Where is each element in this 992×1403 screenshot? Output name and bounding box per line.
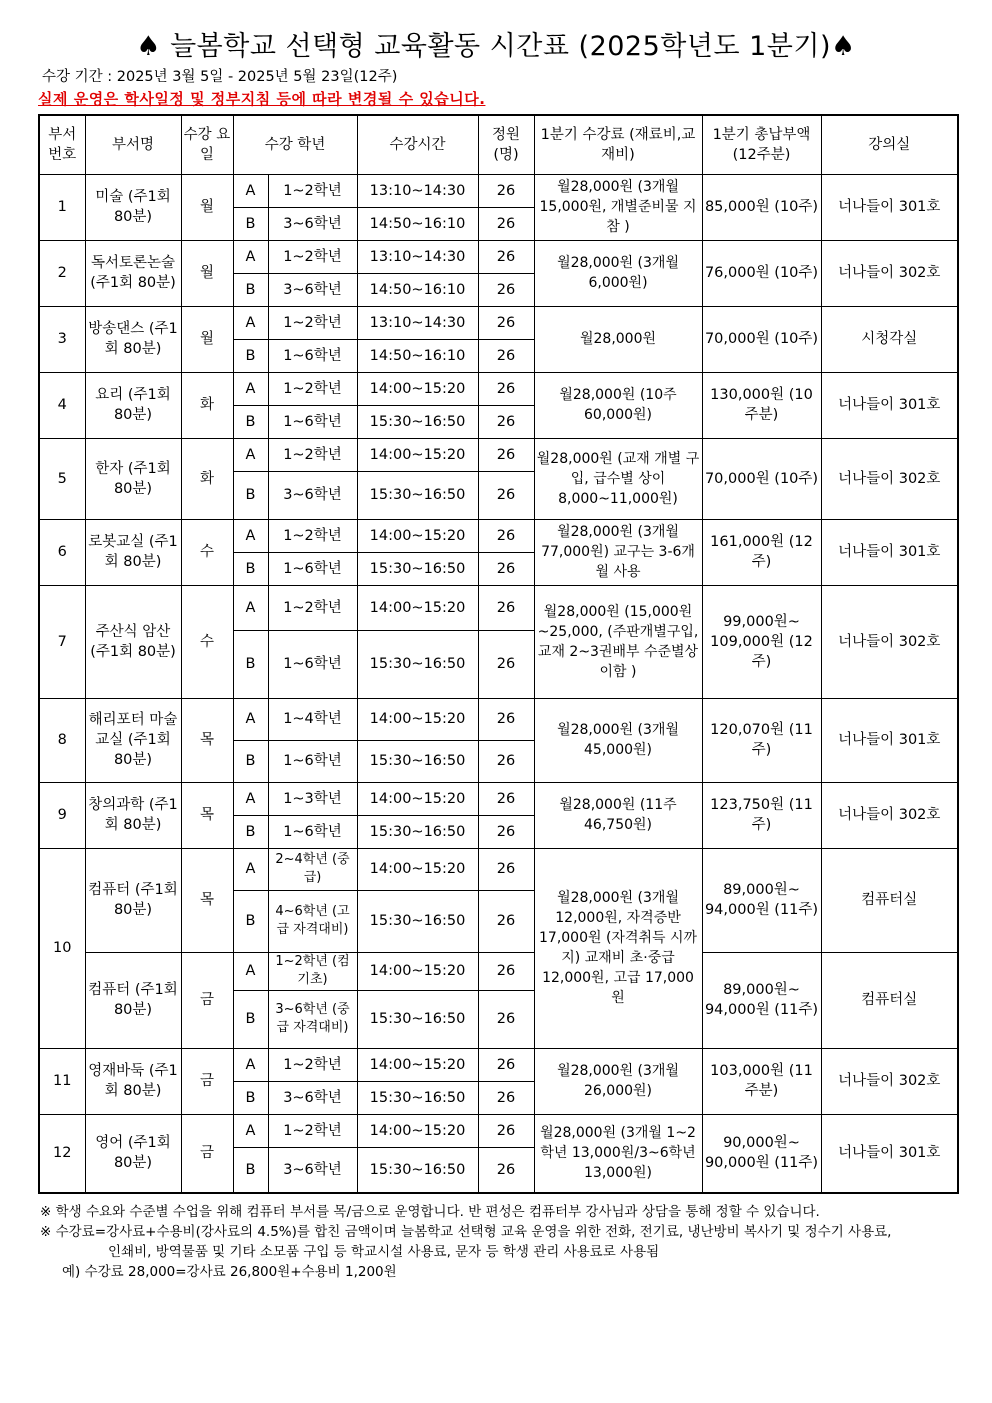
tuition-fee: 월28,000원 (3개월 45,000원) xyxy=(534,698,702,782)
class-capacity: 26 xyxy=(478,273,534,306)
class-section: A xyxy=(233,240,268,273)
class-section: B xyxy=(233,1081,268,1114)
dept-name: 방송댄스 (주1회 80분) xyxy=(85,306,181,372)
class-capacity: 26 xyxy=(478,519,534,552)
class-time: 14:00~15:20 xyxy=(357,1048,478,1081)
class-section: A xyxy=(233,782,268,815)
tuition-fee: 월28,000원 (3개월 26,000원) xyxy=(534,1048,702,1114)
class-day: 목 xyxy=(181,698,233,782)
class-capacity: 26 xyxy=(478,952,534,990)
total-payment: 123,750원 (11주) xyxy=(702,782,821,848)
class-capacity: 26 xyxy=(478,740,534,782)
class-grade: 1~2학년 xyxy=(268,519,357,552)
class-grade: 1~2학년 xyxy=(268,585,357,630)
class-day: 수 xyxy=(181,585,233,698)
class-capacity: 26 xyxy=(478,990,534,1048)
dept-number: 11 xyxy=(39,1048,85,1114)
class-grade: 1~2학년 xyxy=(268,1114,357,1147)
table-row xyxy=(39,952,958,990)
class-section: A xyxy=(233,438,268,471)
class-section: B xyxy=(233,405,268,438)
header-total: 1분기 총납부액 (12주분) xyxy=(702,115,821,174)
class-day: 금 xyxy=(181,1114,233,1193)
class-capacity: 26 xyxy=(478,1147,534,1193)
tuition-fee: 월28,000원 (3개월 6,000원) xyxy=(534,240,702,306)
header-no: 부서 번호 xyxy=(39,115,85,174)
class-section: A xyxy=(233,1114,268,1147)
classroom: 너나들이 301호 xyxy=(821,174,958,240)
header-row xyxy=(39,115,958,174)
total-payment: 89,000원~ 94,000원 (11주) xyxy=(702,952,821,1048)
tuition-fee: 월28,000원 (3개월 15,000원, 개별준비물 지참 ) xyxy=(534,174,702,240)
warning-notice: 실제 운영은 학사일정 및 정부지침 등에 따라 변경될 수 있습니다. xyxy=(38,90,486,108)
class-time: 15:30~16:50 xyxy=(357,740,478,782)
classroom: 너나들이 302호 xyxy=(821,782,958,848)
dept-number: 2 xyxy=(39,240,85,306)
tuition-fee: 월28,000원 xyxy=(534,306,702,372)
header-name: 부서명 xyxy=(85,115,181,174)
total-payment: 76,000원 (10주) xyxy=(702,240,821,306)
class-capacity: 26 xyxy=(478,585,534,630)
class-time: 14:00~15:20 xyxy=(357,952,478,990)
class-section: A xyxy=(233,306,268,339)
dept-name: 해리포터 마술교실 (주1회 80분) xyxy=(85,698,181,782)
class-capacity: 26 xyxy=(478,240,534,273)
class-grade: 3~6학년 xyxy=(268,471,357,519)
dept-name: 미술 (주1회 80분) xyxy=(85,174,181,240)
tuition-fee: 월28,000원 (3개월 12,000원, 자격증반 17,000원 (자격취득 시까지) 교재비 초·중급 12,000원, 고급 17,000원 xyxy=(534,848,702,1048)
class-section: B xyxy=(233,740,268,782)
class-time: 15:30~16:50 xyxy=(357,471,478,519)
dept-name: 창의과학 (주1회 80분) xyxy=(85,782,181,848)
dept-name: 주산식 암산 (주1회 80분) xyxy=(85,585,181,698)
table-row xyxy=(39,519,958,552)
class-time: 14:00~15:20 xyxy=(357,585,478,630)
note-2: ※ 수강료=강사료+수용비(강사료의 4.5%)를 합친 금액이며 늘봄학교 선택형 교육 운영을 위한 전화, 전기료, 냉난방비 복사기 및 정수기 사용료, xyxy=(40,1224,892,1240)
total-payment: 70,000원 (10주) xyxy=(702,438,821,519)
tuition-fee: 월28,000원 (3개월 1~2학년 13,000원/3~6학년 13,000원) xyxy=(534,1114,702,1193)
class-grade: 1~6학년 xyxy=(268,552,357,585)
classroom: 컴퓨터실 xyxy=(821,848,958,952)
class-time: 14:50~16:10 xyxy=(357,339,478,372)
schedule-body xyxy=(39,174,958,1193)
tuition-fee: 월28,000원 (11주 46,750원) xyxy=(534,782,702,848)
class-day: 화 xyxy=(181,372,233,438)
table-row xyxy=(39,1048,958,1081)
class-section: B xyxy=(233,630,268,698)
class-time: 14:00~15:20 xyxy=(357,698,478,740)
class-section: B xyxy=(233,815,268,848)
header-time: 수강시간 xyxy=(357,115,478,174)
class-grade: 3~6학년 (중급 자격대비) xyxy=(268,990,357,1048)
class-day: 목 xyxy=(181,782,233,848)
dept-name: 영재바둑 (주1회 80분) xyxy=(85,1048,181,1114)
header-room: 강의실 xyxy=(821,115,958,174)
footnotes xyxy=(40,1202,891,1282)
class-section: B xyxy=(233,890,268,952)
dept-number: 7 xyxy=(39,585,85,698)
dept-number: 1 xyxy=(39,174,85,240)
class-day: 목 xyxy=(181,848,233,952)
class-grade: 3~6학년 xyxy=(268,1081,357,1114)
class-day: 월 xyxy=(181,306,233,372)
class-time: 15:30~16:50 xyxy=(357,1147,478,1193)
dept-number: 8 xyxy=(39,698,85,782)
total-payment: 85,000원 (10주) xyxy=(702,174,821,240)
header-cap: 정원 (명) xyxy=(478,115,534,174)
class-grade: 1~2학년 xyxy=(268,1048,357,1081)
classroom: 너나들이 301호 xyxy=(821,519,958,585)
classroom: 시청각실 xyxy=(821,306,958,372)
classroom: 너나들이 302호 xyxy=(821,240,958,306)
class-grade: 3~6학년 xyxy=(268,273,357,306)
class-grade: 3~6학년 xyxy=(268,1147,357,1193)
class-time: 14:00~15:20 xyxy=(357,372,478,405)
class-grade: 1~2학년 xyxy=(268,174,357,207)
dept-name: 로봇교실 (주1회 80분) xyxy=(85,519,181,585)
class-time: 14:50~16:10 xyxy=(357,273,478,306)
course-period: 수강 기간 : 2025년 3월 5일 - 2025년 5월 23일(12주) xyxy=(42,69,398,85)
class-time: 13:10~14:30 xyxy=(357,240,478,273)
class-section: B xyxy=(233,990,268,1048)
class-time: 15:30~16:50 xyxy=(357,815,478,848)
classroom: 너나들이 302호 xyxy=(821,1048,958,1114)
class-section: A xyxy=(233,952,268,990)
class-capacity: 26 xyxy=(478,207,534,240)
class-section: A xyxy=(233,1048,268,1081)
total-payment: 89,000원~ 94,000원 (11주) xyxy=(702,848,821,952)
class-grade: 1~6학년 xyxy=(268,630,357,698)
class-grade: 2~4학년 (중급) xyxy=(268,848,357,890)
class-section: A xyxy=(233,372,268,405)
class-day: 화 xyxy=(181,438,233,519)
total-payment: 99,000원~ 109,000원 (12주) xyxy=(702,585,821,698)
class-time: 14:50~16:10 xyxy=(357,207,478,240)
class-capacity: 26 xyxy=(478,552,534,585)
dept-name: 영어 (주1회 80분) xyxy=(85,1114,181,1193)
class-capacity: 26 xyxy=(478,174,534,207)
class-section: A xyxy=(233,519,268,552)
dept-name: 한자 (주1회 80분) xyxy=(85,438,181,519)
table-row xyxy=(39,438,958,471)
classroom: 너나들이 302호 xyxy=(821,438,958,519)
class-capacity: 26 xyxy=(478,1048,534,1081)
class-grade: 3~6학년 xyxy=(268,207,357,240)
class-time: 15:30~16:50 xyxy=(357,990,478,1048)
class-day: 월 xyxy=(181,240,233,306)
class-grade: 1~2학년 (컴기초) xyxy=(268,952,357,990)
table-row xyxy=(39,585,958,630)
classroom: 너나들이 302호 xyxy=(821,585,958,698)
class-capacity: 26 xyxy=(478,890,534,952)
class-section: B xyxy=(233,552,268,585)
class-section: A xyxy=(233,174,268,207)
class-section: A xyxy=(233,698,268,740)
classroom: 컴퓨터실 xyxy=(821,952,958,1048)
classroom: 너나들이 301호 xyxy=(821,1114,958,1193)
page-title: ♠ 늘봄학교 선택형 교육활동 시간표 (2025학년도 1분기)♠ xyxy=(136,31,856,62)
class-time: 13:10~14:30 xyxy=(357,306,478,339)
dept-number: 5 xyxy=(39,438,85,519)
class-grade: 1~4학년 xyxy=(268,698,357,740)
class-time: 14:00~15:20 xyxy=(357,438,478,471)
dept-number: 3 xyxy=(39,306,85,372)
class-capacity: 26 xyxy=(478,438,534,471)
schedule-table xyxy=(38,114,959,1194)
class-section: B xyxy=(233,339,268,372)
class-grade: 1~2학년 xyxy=(268,438,357,471)
class-time: 14:00~15:20 xyxy=(357,1114,478,1147)
dept-name: 컴퓨터 (주1회 80분) xyxy=(85,952,181,1048)
dept-name: 요리 (주1회 80분) xyxy=(85,372,181,438)
class-capacity: 26 xyxy=(478,698,534,740)
class-time: 14:00~15:20 xyxy=(357,848,478,890)
class-day: 금 xyxy=(181,1048,233,1114)
tuition-fee: 월28,000원 (교재 개별 구입, 급수별 상이 8,000~11,000원) xyxy=(534,438,702,519)
table-row xyxy=(39,698,958,740)
class-capacity: 26 xyxy=(478,372,534,405)
table-row xyxy=(39,848,958,890)
table-row xyxy=(39,306,958,339)
class-capacity: 26 xyxy=(478,339,534,372)
total-payment: 120,070원 (11주) xyxy=(702,698,821,782)
class-capacity: 26 xyxy=(478,630,534,698)
class-time: 15:30~16:50 xyxy=(357,405,478,438)
dept-number: 6 xyxy=(39,519,85,585)
table-row xyxy=(39,240,958,273)
tuition-fee: 월28,000원 (10주 60,000원) xyxy=(534,372,702,438)
table-row xyxy=(39,1114,958,1147)
class-capacity: 26 xyxy=(478,1081,534,1114)
class-time: 15:30~16:50 xyxy=(357,552,478,585)
class-capacity: 26 xyxy=(478,471,534,519)
note-3: 인쇄비, 방역물품 및 기타 소모품 구입 등 학교시설 사용료, 문자 등 학생 관리 사용료로 사용됨 xyxy=(108,1244,660,1260)
class-grade: 1~2학년 xyxy=(268,306,357,339)
class-capacity: 26 xyxy=(478,815,534,848)
header-grade: 수강 학년 xyxy=(233,115,357,174)
class-capacity: 26 xyxy=(478,848,534,890)
class-section: B xyxy=(233,207,268,240)
class-time: 14:00~15:20 xyxy=(357,782,478,815)
class-capacity: 26 xyxy=(478,1114,534,1147)
classroom: 너나들이 301호 xyxy=(821,372,958,438)
total-payment: 103,000원 (11주분) xyxy=(702,1048,821,1114)
class-time: 14:00~15:20 xyxy=(357,519,478,552)
class-grade: 4~6학년 (고급 자격대비) xyxy=(268,890,357,952)
class-day: 수 xyxy=(181,519,233,585)
class-time: 15:30~16:50 xyxy=(357,890,478,952)
class-capacity: 26 xyxy=(478,782,534,815)
class-time: 15:30~16:50 xyxy=(357,630,478,698)
total-payment: 161,000원 (12주) xyxy=(702,519,821,585)
class-day: 월 xyxy=(181,174,233,240)
class-grade: 1~3학년 xyxy=(268,782,357,815)
class-time: 13:10~14:30 xyxy=(357,174,478,207)
class-grade: 1~6학년 xyxy=(268,339,357,372)
dept-number: 4 xyxy=(39,372,85,438)
table-row xyxy=(39,782,958,815)
class-capacity: 26 xyxy=(478,306,534,339)
dept-name: 독서토론논술 (주1회 80분) xyxy=(85,240,181,306)
class-section: A xyxy=(233,848,268,890)
header-day: 수강 요일 xyxy=(181,115,233,174)
class-section: B xyxy=(233,471,268,519)
class-grade: 1~6학년 xyxy=(268,405,357,438)
class-capacity: 26 xyxy=(478,405,534,438)
class-day: 금 xyxy=(181,952,233,1048)
class-grade: 1~2학년 xyxy=(268,240,357,273)
note-1: ※ 학생 수요와 수준별 수업을 위해 컴퓨터 부서를 목/금으로 운영합니다. 반 편성은 컴퓨터부 강사님과 상담을 통해 정할 수 있습니다. xyxy=(40,1204,820,1220)
class-grade: 1~6학년 xyxy=(268,815,357,848)
class-time: 15:30~16:50 xyxy=(357,1081,478,1114)
dept-name: 컴퓨터 (주1회 80분) xyxy=(85,848,181,952)
tuition-fee: 월28,000원 (15,000원~25,000, (주판개별구입, 교재 2~3권배부 수준별상이함 ) xyxy=(534,585,702,698)
total-payment: 70,000원 (10주) xyxy=(702,306,821,372)
total-payment: 90,000원~ 90,000원 (11주) xyxy=(702,1114,821,1193)
class-grade: 1~6학년 xyxy=(268,740,357,782)
class-section: B xyxy=(233,273,268,306)
tuition-fee: 월28,000원 (3개월77,000원) 교구는 3-6개월 사용 xyxy=(534,519,702,585)
table-row xyxy=(39,174,958,207)
total-payment: 130,000원 (10주분) xyxy=(702,372,821,438)
note-4: 예) 수강료 28,000=강사료 26,800원+수용비 1,200원 xyxy=(62,1264,397,1280)
dept-number: 12 xyxy=(39,1114,85,1193)
dept-number: 10 xyxy=(39,848,85,1048)
header-fee: 1분기 수강료 (재료비,교재비) xyxy=(534,115,702,174)
table-row xyxy=(39,372,958,405)
class-grade: 1~2학년 xyxy=(268,372,357,405)
dept-number: 9 xyxy=(39,782,85,848)
class-section: B xyxy=(233,1147,268,1193)
classroom: 너나들이 301호 xyxy=(821,698,958,782)
class-section: A xyxy=(233,585,268,630)
